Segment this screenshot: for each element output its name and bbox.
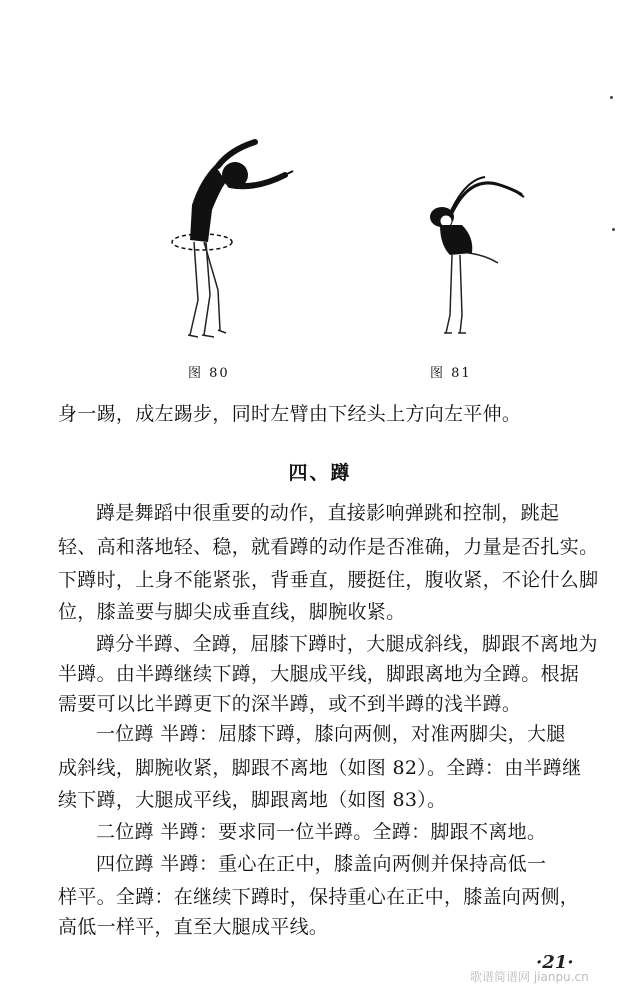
text-line: 一位蹲 半蹲：屈膝下蹲，膝向两侧，对准两脚尖，大腿: [96, 723, 566, 745]
scan-speck: [610, 96, 613, 99]
scan-speck: [612, 228, 615, 231]
text-line: 高低一样平，直至大腿成平线。: [58, 916, 329, 938]
text-line: 样平。全蹲：在继续下蹲时，保持重心在正中，膝盖向两侧，: [58, 886, 580, 908]
text-line: 蹲分半蹲、全蹲，屈膝下蹲时，大腿成斜线，脚跟不离地为: [96, 633, 598, 655]
text-line: 成斜线，脚腕收紧，脚跟不离地（如图 82）。全蹲：由半蹲继: [58, 757, 582, 779]
text-line: 位，膝盖要与脚尖成垂直线，脚腕收紧。: [58, 601, 406, 623]
text-line: 身一踢，成左踢步，同时左臂由下经头上方向左平伸。: [58, 403, 522, 425]
page-number: ·21·: [536, 952, 574, 973]
figure-81-caption: 图 81: [430, 366, 472, 381]
text-line: 下蹲时，上身不能紧张，背垂直，腰挺住，腹收紧，不论什么脚: [58, 569, 599, 591]
text-line: 蹲是舞蹈中很重要的动作，直接影响弹跳和控制，跳起: [96, 502, 560, 524]
text-line: 需要可以比半蹲更下的深半蹲，或不到半蹲的浅半蹲。: [58, 693, 522, 715]
text-line: 半蹲。由半蹲继续下蹲，大腿成平线，脚跟离地为全蹲。根据: [58, 663, 580, 685]
section-heading: 四、蹲: [288, 462, 352, 484]
figure-81-dancer-illustration: [410, 155, 560, 355]
figure-80-caption: 图 80: [188, 366, 230, 381]
text-line: 续下蹲，大腿成平线，脚跟离地（如图 83）。: [58, 789, 447, 811]
watermark-text: 歌谱简谱网 jianpu.cn: [470, 970, 589, 984]
text-line: 轻、高和落地轻、稳，就看蹲的动作是否准确，力量是否扎实。: [58, 536, 599, 558]
text-line: 四位蹲 半蹲：重心在正中，膝盖向两侧并保持高低一: [96, 853, 547, 875]
figure-80-dancer-illustration: [160, 130, 320, 350]
text-line: 二位蹲 半蹲：要求同一位半蹲。全蹲：脚跟不离地。: [96, 821, 547, 843]
